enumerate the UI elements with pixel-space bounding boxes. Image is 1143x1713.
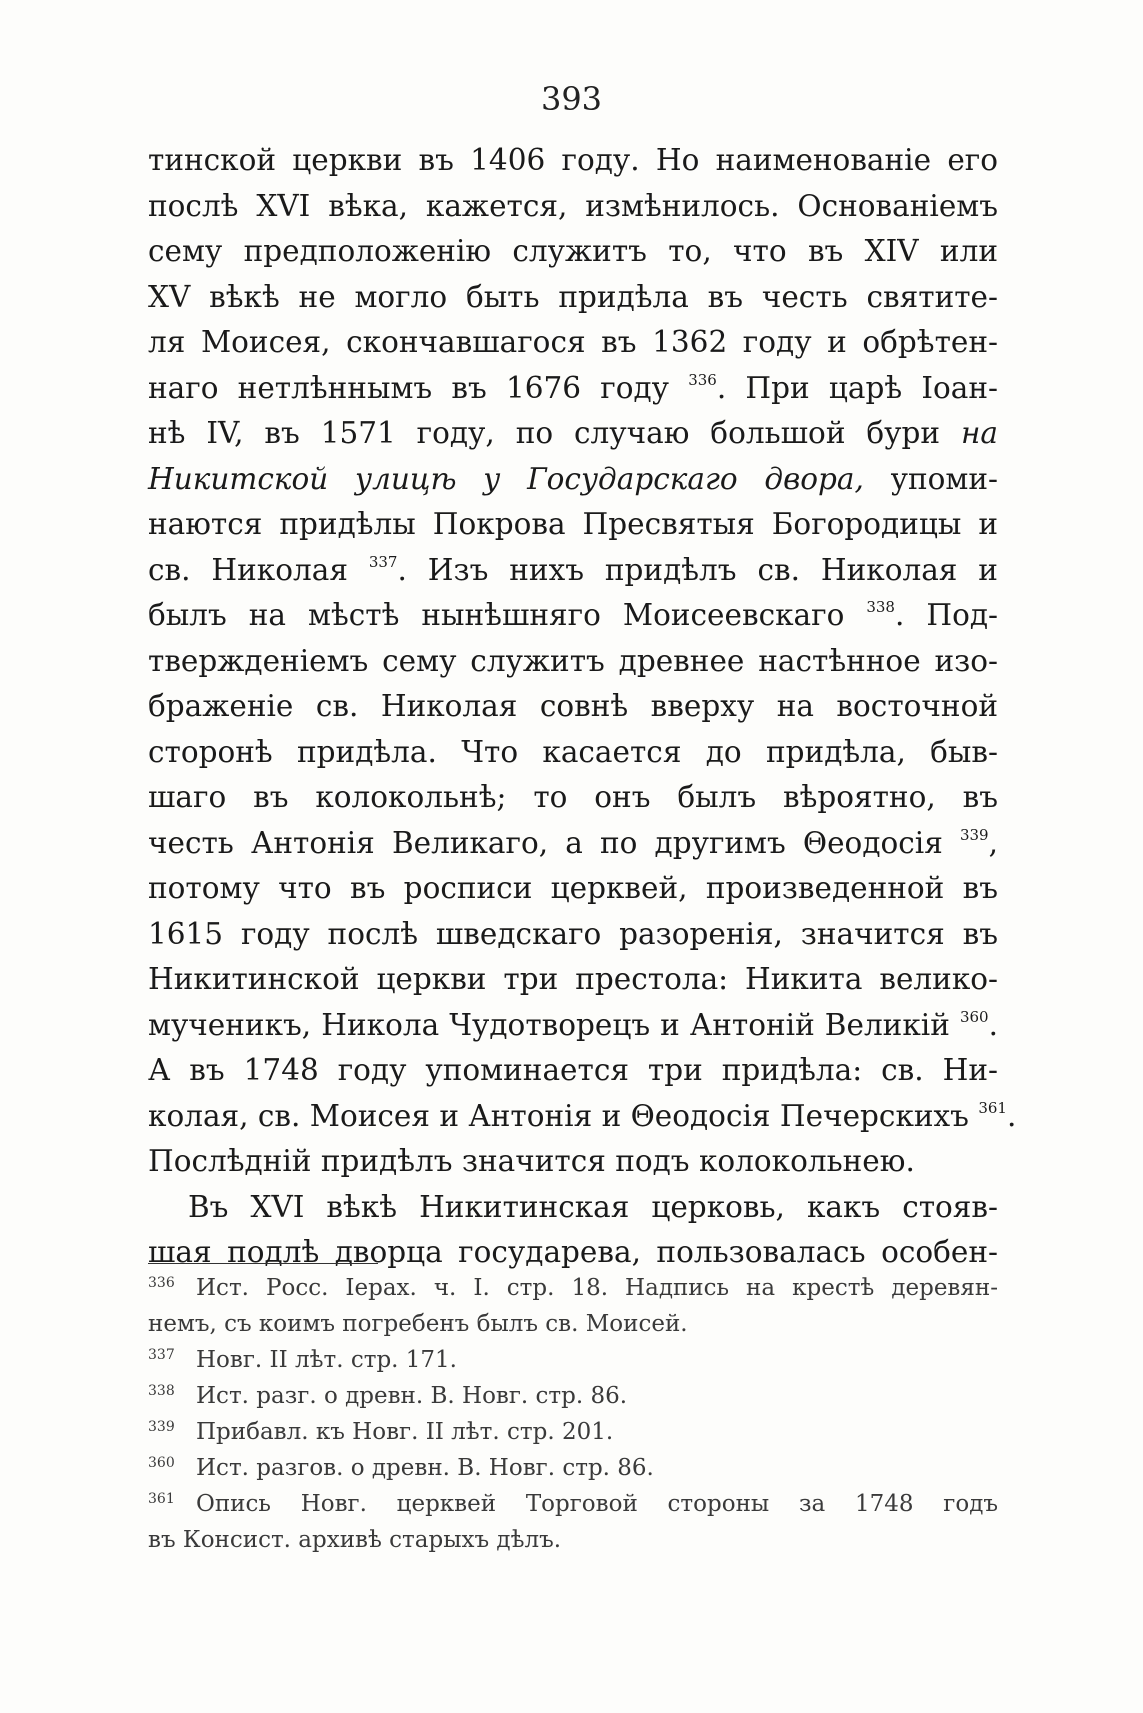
text-line: сторонѣ придѣла. Что касается до придѣла, быв- xyxy=(148,734,998,769)
text-segment: . Изъ нихъ придѣлъ св. Николая и xyxy=(397,552,998,587)
page-number: 393 xyxy=(540,80,603,118)
footnote-continuation xyxy=(148,1306,998,1342)
italic-segment: Никитской улицѣ у Государскаго двора, xyxy=(148,461,864,496)
text-line xyxy=(148,593,998,639)
text-segment: былъ на мѣстѣ нынѣшняго Моисеевскаго xyxy=(148,598,845,632)
text-segment: . xyxy=(1006,1098,1017,1133)
text-line: шаго въ колокольнѣ; то онъ былъ вѣроятно, въ xyxy=(148,780,998,814)
text-segment: . xyxy=(988,1007,998,1042)
footnote: 337 Новг. II лѣт. стр. 171. xyxy=(148,1342,998,1378)
text-segment: св. Николая xyxy=(148,552,348,587)
text-segment: . Под- xyxy=(894,598,998,632)
text-segment: упоми- xyxy=(890,461,998,496)
footnote: 339 Прибавл. къ Новг. II лѣт. стр. 201. xyxy=(148,1414,998,1450)
footnotes xyxy=(148,1270,998,1558)
text-line: тинской церкви въ 1406 году. Но наименованiе его xyxy=(148,143,998,177)
footnote-text: въ Консист. архивѣ старыхъ дѣлъ. xyxy=(148,1527,562,1553)
text-segment: честь Антонiя Великаго, а по другимъ Θеодосiя xyxy=(148,825,943,860)
footnote-ref: 361 xyxy=(978,1098,1007,1117)
text-line: ля Моисея, скончавшагося въ 1362 году и обрѣтен- xyxy=(148,325,998,359)
text-segment: колая, св. Моисея и Антонiя и Θеодосiя Печерскихъ xyxy=(148,1098,969,1133)
text-line xyxy=(148,1094,1017,1140)
footnote: 360 Ист. разгов. о древн. В. Новг. стр. 86. xyxy=(148,1450,998,1486)
text-line: наются придѣлы Покрова Пресвятыя Богородицы и xyxy=(148,507,998,541)
footnote: 338 Ист. разг. о древн. В. Новг. стр. 86. xyxy=(148,1378,998,1414)
footnote: 361 Опись Новг. церквей Торговой стороны за 1748 годъ xyxy=(148,1486,998,1522)
text-line xyxy=(148,411,998,457)
text-segment: . При царѣ Iоан- xyxy=(716,370,998,405)
text-line: Въ XVI вѣкѣ Никитинская церковь, какъ стояв- xyxy=(188,1189,998,1224)
footnote-continuation xyxy=(148,1522,998,1558)
text-line: твержденiемъ сему служитъ древнее настѣнное изо- xyxy=(148,643,998,678)
text-line xyxy=(148,548,998,594)
footnote-text: Ист. Росс. Iерах. ч. I. стр. 18. Надпись на крестѣ деревян- xyxy=(196,1275,998,1301)
footnote: 336 Ист. Росс. Iерах. ч. I. стр. 18. Надпись на крестѣ деревян- xyxy=(148,1270,998,1306)
footnote-text: немъ, съ коимъ погребенъ былъ св. Моисей. xyxy=(148,1311,688,1337)
footnote-text: Опись Новг. церквей Торговой стороны за 1748 годъ xyxy=(196,1491,998,1517)
text-line: шая подлѣ дворца государева, пользовалась особен- xyxy=(148,1235,998,1269)
text-line: 1615 году послѣ шведскаго разоренiя, значится въ xyxy=(148,916,998,951)
footnote-ref: 337 xyxy=(368,552,398,571)
text-segment: нѣ IV, въ 1571 году, по случаю большой бури xyxy=(148,416,941,450)
text-line xyxy=(148,821,998,867)
text-line xyxy=(148,1003,998,1049)
text-line: потому что въ росписи церквей, произведенной въ xyxy=(148,871,998,905)
text-line: Послѣднiй придѣлъ значится подъ колокольнею. xyxy=(148,1144,915,1178)
footnote-ref: 338 xyxy=(866,598,895,616)
footnote-ref: 339 xyxy=(959,825,989,844)
text-line: Никитинской церкви три престола: Никита велико- xyxy=(148,962,998,996)
italic-segment: на xyxy=(960,416,998,450)
text-line: А въ 1748 году упоминается три придѣла: св. Ни- xyxy=(148,1053,998,1087)
footnote-text: Ист. разг. о древн. В. Новг. стр. 86. xyxy=(196,1383,628,1409)
text-segment: наго нетлѣннымъ въ 1676 году xyxy=(148,370,669,405)
footnote-ref: 360 xyxy=(959,1007,989,1026)
footnote-text: Новг. II лѣт. стр. 171. xyxy=(196,1347,457,1373)
text-line xyxy=(148,457,998,503)
footnote-text: Прибавл. къ Новг. II лѣт. стр. 201. xyxy=(196,1419,614,1445)
main-text xyxy=(148,138,1017,1276)
text-segment: , xyxy=(988,825,998,860)
text-line xyxy=(148,366,998,412)
text-segment: мученикъ, Никола Чудотворецъ и Антонiй Великiй xyxy=(148,1007,950,1042)
footnote-ref: 336 xyxy=(688,370,717,389)
text-line: браженiе св. Николая совнѣ вверху на восточной xyxy=(148,689,998,723)
text-line: XV вѣкѣ не могло быть придѣла въ честь святите- xyxy=(148,279,998,314)
text-line: сему предположенiю служитъ то, что въ XIV или xyxy=(148,234,998,268)
footnote-text: Ист. разгов. о древн. В. Новг. стр. 86. xyxy=(196,1455,654,1481)
footnote-divider xyxy=(148,1263,378,1264)
text-line: послѣ XVI вѣка, кажется, измѣнилось. Основанiемъ xyxy=(148,188,998,223)
